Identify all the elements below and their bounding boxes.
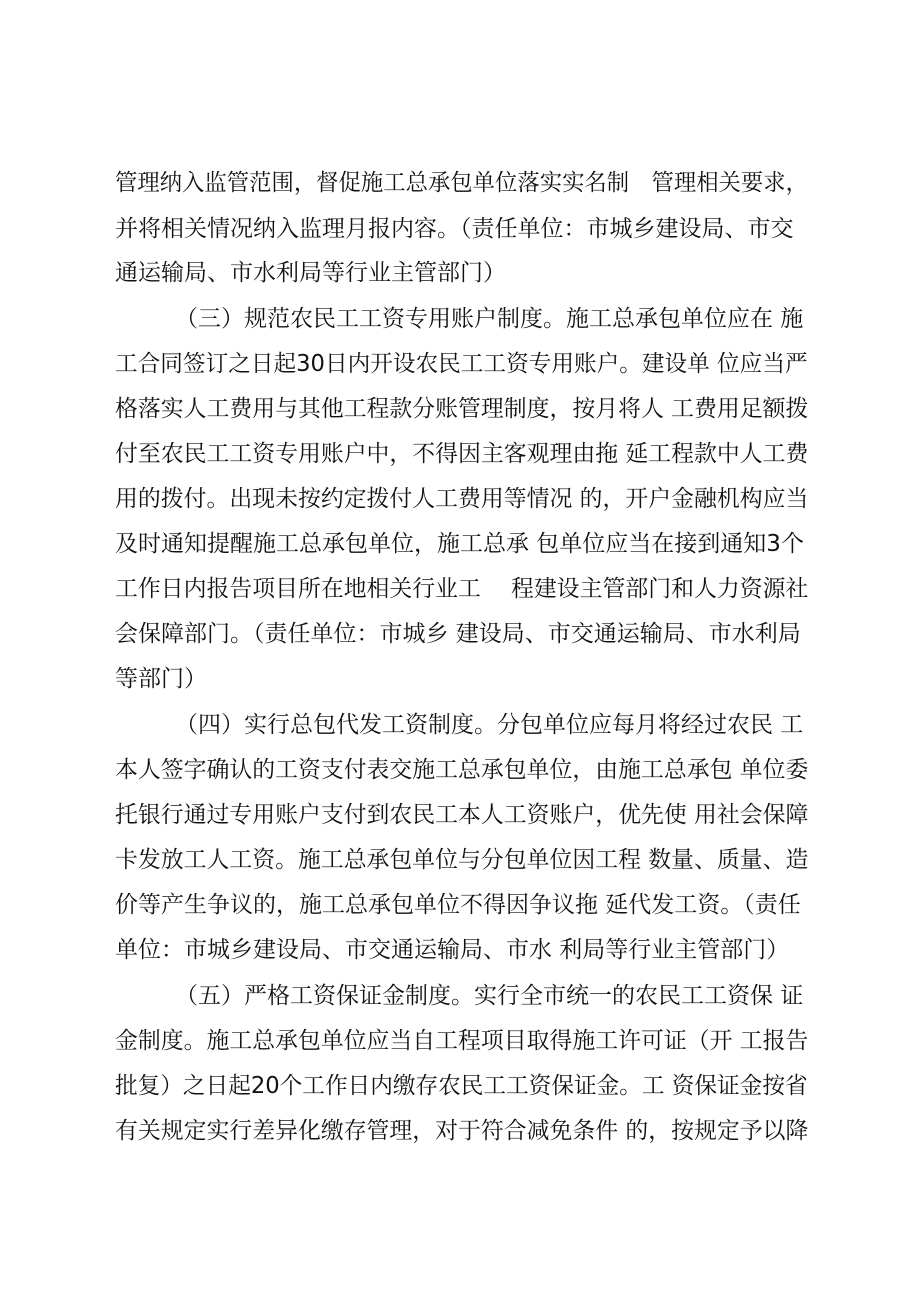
- text-line-4: （三）规范农民工工资专用账户制度。施工总承包单位应在 施: [175, 306, 804, 332]
- text-line-14: 本人签字确认的工资支付表交施工总承包单位，由施工总承包 单位委: [115, 757, 809, 783]
- text-line-8: 用的拨付。出现未按约定拨付人工费用等情况 的，开户金融机构应当: [115, 486, 809, 512]
- text-line-19: （五）严格工资保证金制度。实行全市统一的农民工工资保 证: [175, 983, 804, 1009]
- text-line-13: （四）实行总包代发工资制度。分包单位应每月将经过农民 工: [175, 712, 804, 738]
- text-line-17: 价等产生争议的，施工总承包单位不得因争议拖 延代发工资。（责任: [115, 892, 801, 918]
- text-line-5: 工合同签订之日起30日内开设农民工工资专用账户。建设单 位应当严: [115, 351, 808, 377]
- text-line-10: 工作日内报告项目所在地相关行业工 程建设主管部门和人力资源社: [115, 576, 809, 602]
- text-line-18: 单位：市城乡建设局、市交通运输局、市水 利局等行业主管部门）: [115, 937, 790, 963]
- text-line-22: 有关规定实行差异化缴存管理，对于符合减免条件 的，按规定予以降: [115, 1118, 809, 1144]
- text-line-9: 及时通知提醒施工总承包单位，施工总承 包单位应当在接到通知3个: [115, 531, 804, 557]
- text-line-16: 卡发放工人工资。施工总承包单位与分包单位因工程 数量、质量、造: [115, 847, 809, 873]
- text-line-6: 格落实人工费用与其他工程款分账管理制度，按月将人 工费用足额拨: [115, 396, 809, 422]
- text-line-20: 金制度。施工总承包单位应当自工程项目取得施工许可证（开 工报告: [115, 1028, 809, 1054]
- text-line-1: 管理纳入监管范围，督促施工总承包单位落实实名制 管理相关要求，: [115, 170, 808, 196]
- text-line-2: 并将相关情况纳入监理月报内容。（责任单位：市城乡建设局、市交: [115, 216, 794, 242]
- text-line-3: 通运输局、市水利局等行业主管部门）: [115, 260, 506, 286]
- text-line-21: 批复）之日起20个工作日内缴存农民工工资保证金。工 资保证金按省: [115, 1073, 808, 1099]
- text-line-7: 付至农民工工资专用账户中，不得因主客观理由拖 延工程款中人工费: [115, 441, 809, 467]
- text-line-11: 会保障部门。（责任单位：市城乡 建设局、市交通运输局、市水利局: [115, 621, 801, 647]
- text-line-15: 托银行通过专用账户支付到农民工本人工资账户，优先使 用社会保障: [115, 802, 809, 828]
- text-line-12: 等部门）: [115, 666, 207, 692]
